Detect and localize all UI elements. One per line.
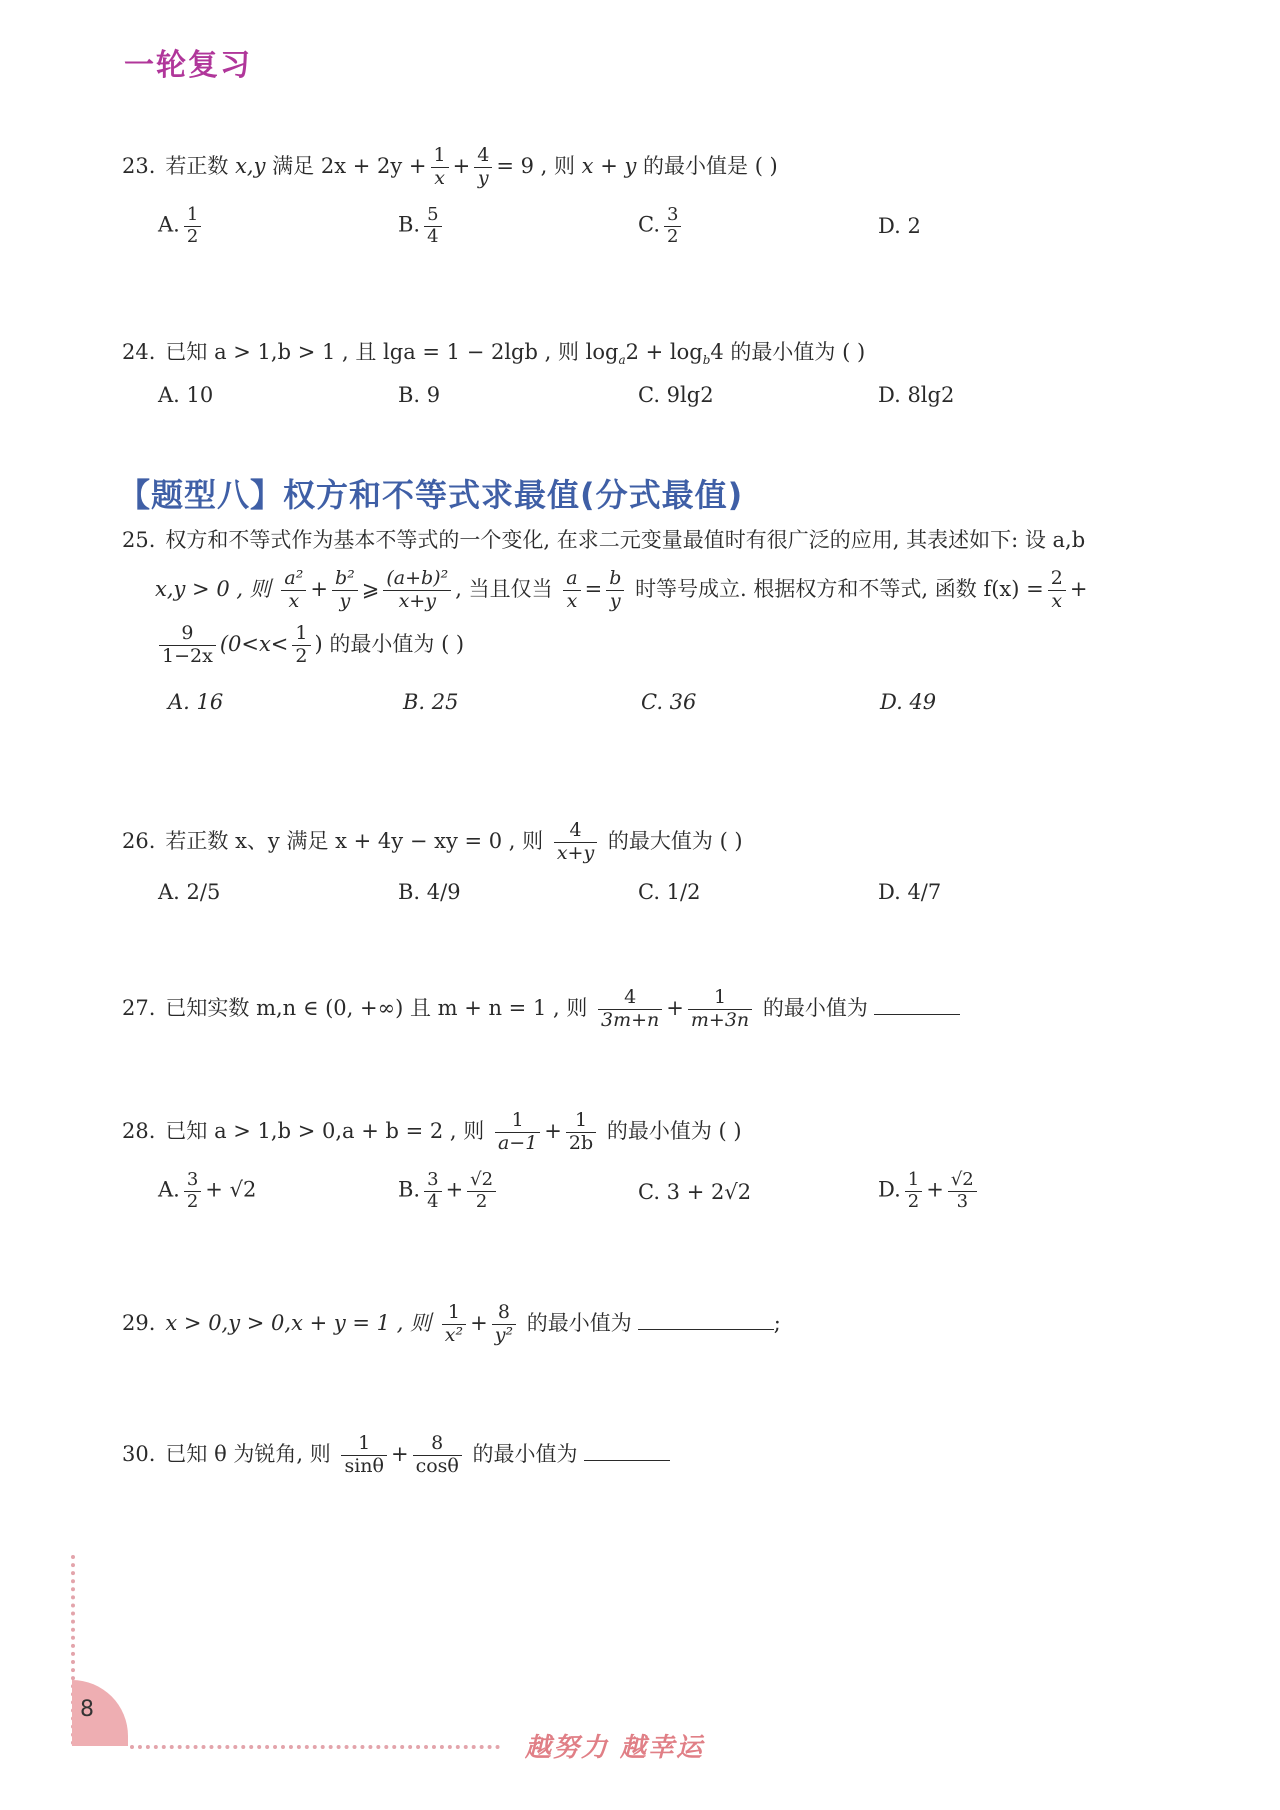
question-29: 29. x > 0,y > 0,x + y = 1 , 则 $\frac{1}{\text{x²}}$ + $\frac{8}{\text{y²}}$ 的最小值为 ; [122, 1301, 781, 1346]
page-number: 8 [80, 1697, 94, 1722]
answer-blank[interactable] [584, 1459, 670, 1461]
option-d: D. 4/7 [878, 880, 942, 904]
option-c: C. 3 + 2√2 [638, 1180, 752, 1204]
option-b: B. 9 [398, 383, 441, 407]
question-number: 23. [122, 153, 156, 178]
fraction: $\frac{1}{x}$ [431, 145, 449, 190]
option-d: D. 2 [878, 214, 921, 238]
question-23: 23. 若正数 x,y 满足 2x + 2y + $\frac{1}{x}$ + $\frac{4}{y}$ = 9 , 则 x + y 的最小值是 ( ) [122, 144, 778, 189]
answer-blank[interactable] [638, 1328, 774, 1330]
option-a: A. $\frac{3}{2}$ + √2 [158, 1169, 257, 1212]
answer-blank[interactable] [874, 1013, 960, 1015]
question-25-line3: $\frac{9}{1-2x}$ (0<x< $\frac{1}{2}$ ) 的最小值为 ( ) [155, 623, 464, 668]
option-d: D. $\frac{1}{2}$ + $\frac{√2}{3}$ [878, 1170, 981, 1212]
dotted-border-horizontal [130, 1745, 500, 1749]
option-d: D. 8lg2 [878, 383, 955, 407]
option-a: A. 10 [158, 383, 214, 407]
question-25: 25. 权方和不等式作为基本不等式的一个变化, 在求二元变量最值时有很广泛的应用, 其表述如下: 设 a,b [122, 528, 1086, 552]
option-a: A. 16 [168, 690, 224, 714]
header-title: 一轮复习 [124, 48, 252, 83]
option-c: C. 9lg2 [638, 383, 714, 407]
option-a: A. 2/5 [158, 880, 221, 904]
option-c: C. 1/2 [638, 880, 701, 904]
option-d: D. 49 [880, 690, 937, 714]
question-26: 26. 若正数 x、y 满足 x + 4y − xy = 0 , 则 $\frac{4}{x+y}$ 的最大值为 ( ) [122, 819, 743, 864]
option-b: B. 4/9 [398, 880, 461, 904]
question-28: 28. 已知 a > 1,b > 0,a + b = 2 , 则 $\frac{1}{a-1}$ + $\frac{1}{2b}$ 的最小值为 ( ) [122, 1109, 742, 1154]
option-b: B. $\frac{3}{4}$ + $\frac{√2}{2}$ [398, 1170, 500, 1212]
option-a: A. $\frac{1}{2}$ [158, 205, 205, 247]
option-c: C. $\frac{3}{2}$ [638, 205, 685, 247]
question-30: 30. 已知 θ 为锐角, 则 $\frac{1}{\sin\theta}$ + $\frac{8}{\cos\theta}$ 的最小值为 [122, 1433, 670, 1478]
footer-slogan: 越努力 越幸运 [525, 1733, 705, 1763]
option-b: B. $\frac{5}{4}$ [398, 205, 446, 247]
option-c: C. 36 [641, 690, 697, 714]
question-27: 27. 已知实数 m,n ∈ (0, +∞) 且 m + n = 1 , 则 $\frac{4}{3m+n}$ + $\frac{1}{m+3n}$ 的最小值为 [122, 987, 960, 1032]
fraction: $\frac{4}{y}$ [474, 145, 492, 190]
question-25-line2: x,y > 0 , 则 $\frac{\text{a²}}{x}$ + $\frac{\text{b²}}{y}$ ⩾ $\frac{\text{(a+b)²}}{x+y}$ , 当且仅当 $\frac{a}{x}$ = $\frac{b}{y}$ 时等号成立. 根据权方和不等式, 函数 f(x) = $\frac{2}{x}$ + [155, 567, 1088, 612]
question-24: 24. 已知 a > 1,b > 1 , 且 lga = 1 − 2lgb , 则 $\log_a2 + \log_b4$ 的最小值为 ( ) [122, 340, 866, 368]
section-title: 【题型八】权方和不等式求最值(分式最值) [118, 476, 744, 514]
option-b: B. 25 [403, 690, 459, 714]
